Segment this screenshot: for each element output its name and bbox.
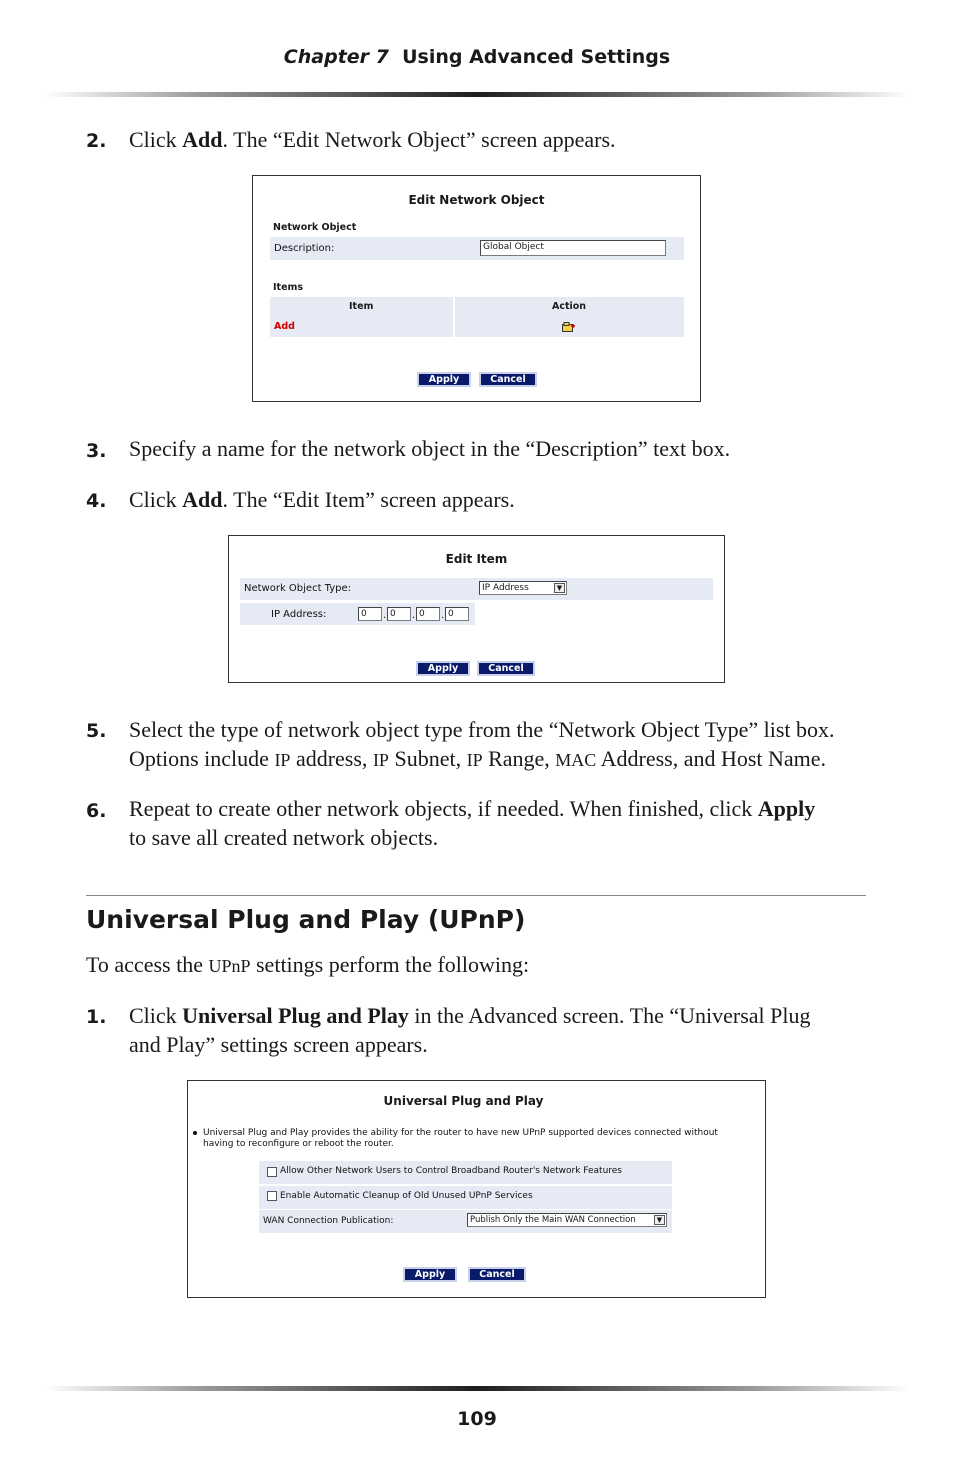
section-intro [86, 950, 529, 981]
ip-octet-input[interactable]: 0 [416, 607, 440, 621]
ip-dot: . [412, 610, 416, 621]
step-text-line1 [129, 1001, 811, 1030]
step-text: Specify a name for the network object in the “Description” text box. [129, 436, 731, 461]
step-number: 1. [86, 1006, 107, 1028]
allow-control-label: Allow Other Network Users to Control Broadband Router's Network Features [280, 1166, 622, 1176]
add-item-icon[interactable] [562, 319, 575, 329]
step-text-part: Address, and Host Name. [596, 746, 827, 771]
upnp-screenshot [187, 1080, 766, 1298]
step-number: 2. [86, 130, 107, 152]
step-text-part: Options include [129, 746, 275, 771]
step-text [129, 485, 515, 514]
section-label: Network Object [273, 222, 357, 233]
cancel-button[interactable]: Cancel [479, 372, 537, 387]
step-bold: Apply [757, 796, 816, 821]
step-bold: Universal Plug and Play [182, 1003, 409, 1028]
type-select-value: IP Address [482, 583, 529, 593]
wan-select-value: Publish Only the Main WAN Connection [470, 1215, 636, 1225]
step-text [129, 125, 616, 154]
section-heading: Universal Plug and Play (UPnP) [86, 905, 526, 934]
step-text-part: Click [129, 1003, 183, 1028]
step-text-part: . The “Edit Network Object” screen appears. [222, 127, 616, 152]
footer-rule [44, 1386, 910, 1391]
step-number: 4. [86, 490, 107, 512]
small-caps-ip: IP [274, 750, 291, 770]
apply-button[interactable]: Apply [416, 661, 470, 676]
wan-label: WAN Connection Publication: [263, 1216, 394, 1226]
step-text-part: address, [290, 746, 373, 771]
chevron-down-icon[interactable]: ▼ [654, 1215, 665, 1225]
ip-dot: . [441, 610, 445, 621]
screen-title: Edit Network Object [408, 193, 545, 207]
step-text-line1 [129, 794, 815, 823]
small-caps-mac: MAC [555, 750, 597, 770]
small-caps-upnp: UPnP [208, 956, 251, 976]
step-number: 5. [86, 720, 107, 742]
step-text-part: Range, [482, 746, 556, 771]
step-number: 6. [86, 800, 107, 822]
wan-select[interactable] [467, 1213, 667, 1227]
small-caps-ip: IP [372, 750, 389, 770]
intro-part: settings perform the following: [250, 952, 530, 977]
col-header-action: Action [552, 301, 587, 312]
add-link[interactable]: Add [274, 321, 295, 332]
step-text-part: Repeat to create other network objects, if needed. When finished, click [129, 796, 758, 821]
col-header-item: Item [349, 301, 374, 312]
step-text-part: . The “Edit Item” screen appears. [222, 487, 515, 512]
running-header [0, 46, 954, 68]
description-label: Description: [274, 243, 335, 254]
step-text-line2: to save all created network objects. [129, 825, 439, 850]
small-caps-ip: IP [466, 750, 483, 770]
type-select[interactable] [479, 581, 567, 595]
edit-network-object-screenshot [252, 175, 701, 402]
chapter-title: Using Advanced Settings [402, 46, 671, 68]
auto-cleanup-label: Enable Automatic Cleanup of Old Unused UPnP Services [280, 1191, 533, 1201]
step-text-part: Click [129, 487, 183, 512]
edit-item-screenshot [228, 535, 725, 683]
chevron-down-icon[interactable]: ▼ [554, 583, 565, 593]
screen-title: Edit Item [445, 552, 508, 566]
ip-dot: . [383, 610, 387, 621]
bullet-icon [193, 1131, 197, 1135]
step-bold: Add [182, 487, 223, 512]
screen-title: Universal Plug and Play [383, 1094, 544, 1108]
ip-octet-input[interactable]: 0 [387, 607, 411, 621]
allow-control-checkbox[interactable] [267, 1167, 277, 1177]
upnp-description-line1: Universal Plug and Play provides the ability for the router to have new UPnP supported devices connected without [203, 1128, 718, 1138]
items-label: Items [273, 282, 304, 293]
description-input[interactable]: Global Object [480, 240, 666, 256]
step-text-line1: Select the type of network object type from the “Network Object Type” list box. [129, 717, 835, 742]
chapter-label: Chapter 7 [283, 46, 389, 68]
page-number: 109 [457, 1408, 497, 1430]
type-label: Network Object Type: [244, 583, 352, 594]
ip-label: IP Address: [271, 609, 327, 620]
ip-octet-input[interactable]: 0 [445, 607, 469, 621]
apply-button[interactable]: Apply [417, 372, 471, 387]
step-bold: Add [182, 127, 223, 152]
step-text-line2 [129, 744, 826, 775]
ip-octet-input[interactable]: 0 [358, 607, 382, 621]
header-rule [44, 92, 910, 97]
upnp-description-line2: having to reconfigure or reboot the router. [203, 1139, 394, 1149]
step-text-part: in the Advanced screen. The “Universal Plug [408, 1003, 811, 1028]
apply-button[interactable]: Apply [403, 1267, 457, 1282]
step-text-part: Click [129, 127, 183, 152]
section-divider [86, 895, 866, 896]
step-number: 3. [86, 440, 107, 462]
intro-part: To access the [86, 952, 209, 977]
step-text-part: Subnet, [388, 746, 467, 771]
step-text-line2: and Play” settings screen appears. [129, 1032, 428, 1057]
auto-cleanup-checkbox[interactable] [267, 1191, 277, 1201]
cancel-button[interactable]: Cancel [468, 1267, 526, 1282]
cancel-button[interactable]: Cancel [477, 661, 535, 676]
